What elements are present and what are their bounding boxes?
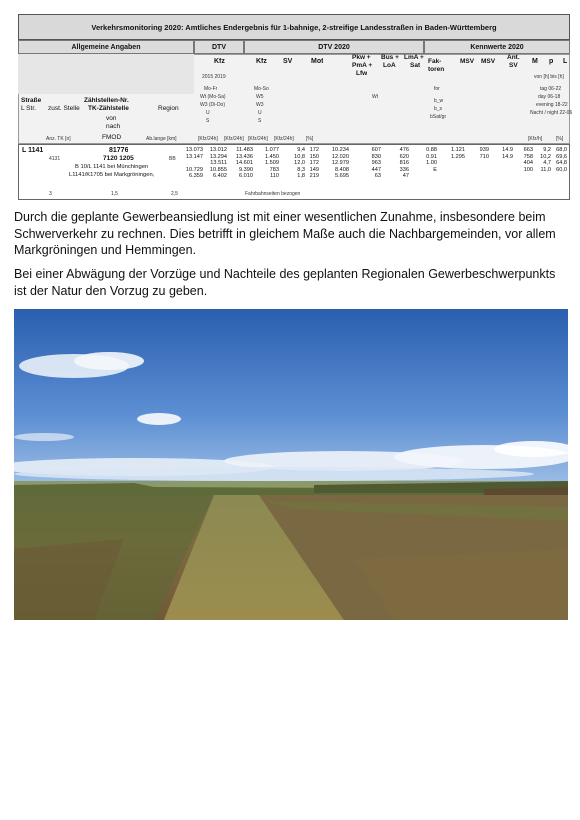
cell-value: 1.077 [265,147,279,153]
cell-value: 68,0 [556,147,567,153]
cell-value: 6.402 [213,173,227,180]
cell-value: 710 [479,153,489,160]
cell-value: 12.979 [331,160,349,167]
cell-value [181,160,203,167]
cell-value: 110 [270,173,279,180]
sub-moso: Mo-So [254,86,269,92]
col-pkw-3: Lfw [356,70,368,77]
units-5: [Kfz/h] [528,136,543,142]
row-road: L 1141 [22,147,44,154]
paragraph-2: Bei einer Abwägung der Vorzüge und Nachteile des geplanten Regionalen Gewerbeschwerpunkts ist der Natur den Vorzug zu geben. [14,267,556,298]
group-dtv: DTV [194,40,244,54]
col-p: p [549,58,554,65]
group-dtv-2020: DTV 2020 [244,40,424,54]
label-nr: Anz. TK [n] [46,136,71,142]
label-tk: TK-Zählstelle [88,105,129,112]
col-values-bus [363,147,381,180]
cell-value: 620 [399,153,409,160]
sub-nacht: Nacht / night 22-06 [530,110,573,116]
sub-bsatg: bSat/gr [430,114,447,120]
group-general: Allgemeine Angaben [18,40,194,54]
units-pct: [%] [306,136,314,142]
cell-value [447,160,465,167]
col-ant-2: SV [509,62,518,69]
cell-value: 4,7 [543,160,551,167]
cell-value: 47 [402,173,409,180]
label-abs: Ab.lange [km] [146,136,177,142]
sub-evening: evening 18-22 [536,102,568,108]
cell-value: 5.695 [335,173,349,180]
cell-value: 1.295 [451,153,465,160]
col-kfz2: Kfz [256,58,267,65]
cell-value: 9,4 [297,147,305,153]
sub-w3b: W3 [256,102,264,108]
label-fmod: FMOD [102,134,122,141]
traffic-monitoring-table [18,14,573,200]
row-flag2: 1,5 [111,191,118,197]
col-pkw: Pkw + [352,54,371,61]
cell-value: 607 [371,147,381,153]
cell-value: 1.450 [265,153,279,160]
label-lstr: L Str. [21,105,36,112]
row-note: Fahrbahnseiten bezogen [245,191,301,197]
col-values-msv [447,147,465,167]
col-values-l [553,147,567,173]
col-values-kfz [231,147,253,180]
group-kennwerte: Kennwerte 2020 [424,40,570,54]
col-ant: Ant. [507,54,520,61]
cell-value: 476 [399,147,409,153]
cell-value: 830 [371,153,381,160]
cell-value: 1.00 [426,160,437,167]
col-lma-2: Sat [410,62,421,69]
cell-value: 9.390 [239,166,253,173]
cell-value: 11.483 [236,147,253,153]
col-values-dtv-b [205,147,227,180]
col-kfz: Kfz [214,58,225,65]
cell-value: 447 [371,166,381,173]
row-tk: 7120 1205 [103,155,134,162]
cell-value: 816 [399,160,409,167]
sub-for: for [434,86,440,92]
row-flag1: 3 [49,191,52,197]
cell-value: 10.729 [185,166,203,173]
col-values-pkw [325,147,349,180]
sub-mofr: Mo-Fr [204,86,218,92]
cell-value: 10,8 [294,153,305,160]
cell-value: 758 [523,153,533,160]
cell-value: 10,2 [540,153,551,160]
cell-value: E [433,166,437,173]
col-msvn: MSV [481,58,496,65]
paragraph-1: Durch die geplante Gewerbeansiedlung ist mit einer wesentlichen Zunahme, insbesondere beim Schwerverkehr zu rechnen. Dies betrifft in gleichem Maße auch die Nachbargemeinden, vor allem Markgröningen und Hemmingen. [14,210,556,257]
cell-value [421,173,437,180]
cell-value: 14.601 [235,160,253,167]
label-region: Region [158,105,179,112]
col-m: M [532,58,538,65]
cell-value: 219 [309,173,319,180]
col-mot: Mot [311,58,324,65]
units-4: [Kfz/24h] [274,136,294,142]
cell-value: 12.020 [331,153,349,160]
cell-value: 404 [523,160,533,167]
cell-value: 14.9 [502,147,513,153]
cell-value: 69,6 [556,153,567,160]
col-values-p [539,147,551,173]
cell-value: 663 [523,147,533,153]
cell-value: 172 [309,147,319,153]
general-blank [18,54,194,94]
row-region: BB [169,156,176,162]
cell-value: 64,8 [556,160,567,167]
cell-value: 336 [399,166,409,173]
col-values-sv [259,147,279,180]
sub-w3: W3 (Di-Do) [200,102,225,108]
cell-value: 783 [269,166,279,173]
col-values-antsv [499,147,513,167]
units-3: [Kfz/24h] [248,136,268,142]
cell-value [499,160,513,167]
cell-value: 12,0 [294,160,305,167]
col-values-svp [293,147,305,180]
cell-value: 8.408 [335,166,349,173]
row-zst: 4131 [49,156,61,162]
units-2: [Kfz/24h] [224,136,244,142]
col-pkw-2: PmA + [352,62,373,69]
cell-value: 1,8 [297,173,305,180]
col-bus: Bus + [381,54,399,61]
label-von: von [106,115,117,122]
cell-value: 13.294 [209,153,227,160]
cell-value: 6.010 [239,173,253,180]
cell-value: 60,0 [556,166,567,173]
sub-wt: Wt [372,94,379,100]
cell-value: 14.9 [502,153,513,160]
col-sv: SV [283,58,293,65]
row-flag3: 2,5 [171,191,178,197]
cell-value: 0.91 [426,153,437,160]
cell-value: 13.012 [209,147,227,153]
sub-wdiv: Wt (Mo-Sa) [200,94,226,100]
cell-value: 63 [374,173,381,180]
cell-value: 8,3 [297,166,305,173]
col-values-fak [421,147,437,180]
row-von: B 10/L 1141 bei Münchingen [75,164,149,170]
col-values-lma [391,147,409,180]
cell-value: 6.359 [189,173,203,180]
sub-w5: W5 [256,94,264,100]
cell-value: 10.855 [209,166,227,173]
col-l: L [563,58,568,65]
row-nach: L1141/K1705 bei Markgröningen, [69,172,155,178]
col-lma: LmA + [404,54,424,61]
table-title: Verkehrsmonitoring 2020: Amtliches Endergebnis für 1-bahnige, 2-streifige Landesstraßen in Baden-Württemberg [18,14,570,40]
col-values-mot [305,147,319,180]
col-values-dtv-a [181,147,203,180]
cell-value: 13.073 [185,147,203,153]
cell-value: 963 [371,160,381,167]
col-msv: MSV [460,58,475,65]
cell-value: 13.511 [210,160,227,167]
table-row [18,144,570,200]
cell-value: 1.509 [265,160,279,167]
cell-value: 149 [309,166,319,173]
cell-value: 9,2 [543,147,551,153]
label-zust: zust. Stelle [48,105,80,112]
sub-sb: S [258,118,262,124]
cell-value: 10.234 [331,147,349,153]
cell-value [473,160,489,167]
row-id: 81776 [109,147,129,154]
field-landscape-image [14,309,568,620]
cell-value: 1.121 [451,147,465,153]
sub-tag: tag 06-22 [540,86,562,92]
col-bus-2: LoA [383,62,396,69]
sub-u: U [206,110,210,116]
cell-value: 172 [309,160,319,167]
cell-value: 100 [523,166,533,173]
cell-value: 13.147 [185,153,203,160]
label-nach: nach [106,123,121,130]
cell-value: 11,0 [540,166,551,173]
sub-day: day 06-18 [538,94,561,100]
sub-s: S [206,118,210,124]
sub-bs: b_s [434,106,443,112]
sub-bw: b_w [434,98,444,104]
label-zaehlstellen: Zählstellen-Nr. [84,97,129,104]
cell-value: 150 [309,153,319,160]
units-1: [Kfz/24h] [198,136,218,142]
sub-years: 2015 2019 [202,74,226,80]
label-strasse: Straße [21,97,42,104]
cell-value: 939 [479,147,489,153]
cell-value: 0.88 [426,147,437,153]
col-values-msvn [473,147,489,167]
units-pct2: [%] [556,136,564,142]
sub-tagvon: von [h] bis [h] [534,74,564,80]
col-fak-2: toren [428,66,445,73]
col-values-m [519,147,533,173]
sub-ub: U [258,110,262,116]
cell-value: 13.436 [235,153,253,160]
landscape-photo [14,309,568,620]
col-fak: Fak- [428,58,442,65]
